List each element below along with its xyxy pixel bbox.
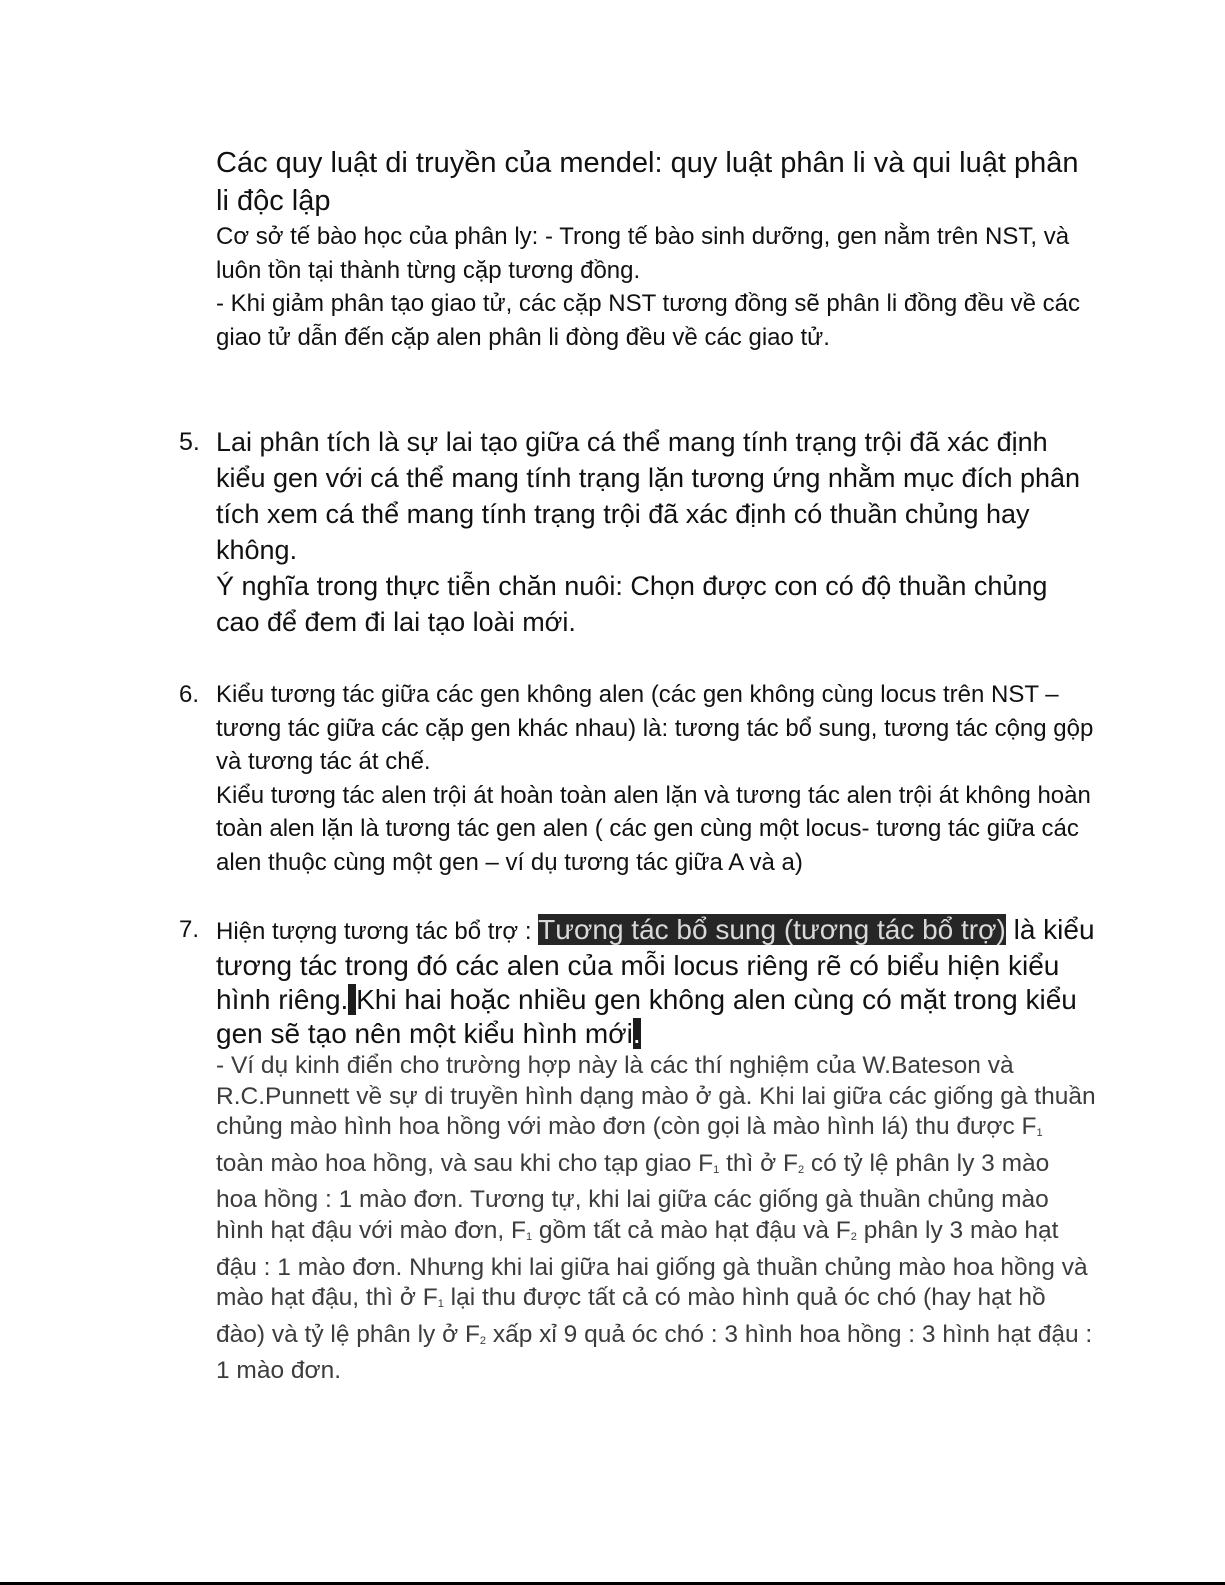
complementary-interaction-paragraph (216, 913, 1096, 1051)
non-allelic-interaction-text: Kiểu tương tác giữa các gen không alen (các gen không cùng locus trên NST – tương tác giữa các cặp gen khác nhau) là: tương tác bổ sung, tương tác cộng gộp và tương tác át chế. (216, 681, 1094, 776)
list-item-7 (179, 913, 1096, 1387)
bateson-punnett-example (216, 1051, 1096, 1387)
example-text: thì ở F (719, 1149, 798, 1177)
list-number: 6. (179, 681, 200, 708)
example-text: gồm tất cả mào hạt đậu và F (532, 1216, 851, 1244)
subscript: 2 (797, 1163, 805, 1176)
subscript: 2 (850, 1230, 857, 1243)
list-item-5 (179, 424, 1096, 640)
allelic-interaction-text: Kiểu tương tác alen trội át hoàn toàn alen lặn và tương tác alen trội át không hoàn toàn alen lặn là tương tác gen alen ( các gen cùng một locus- tương tác giữa các alen thuộc cùng một gen – ví dụ tương tác giữa A và a) (216, 781, 1091, 876)
meiosis-paragraph: - Khi giảm phân tạo giao tử, các cặp NST tương đồng sẽ phân li đồng đều về các giao tử dẫn đến cặp alen phân li đòng đều về các giao tử. (216, 290, 1080, 351)
subscript: 1 (525, 1230, 533, 1243)
heading-section (216, 144, 1096, 354)
section-title: Các quy luật di truyền của mendel: quy luật phân li và qui luật phân li độc lập (216, 147, 1079, 217)
cell-basis-paragraph: Cơ sở tế bào học của phân ly: - Trong tế bào sinh dưỡng, gen nằm trên NST, và luôn tồn tại thành từng cặp tương đồng. (216, 223, 1070, 284)
highlighted-phrase: Tương tác bổ sung (tương tác bổ trợ) (538, 914, 1006, 945)
subscript: 1 (1036, 1127, 1043, 1140)
subscript: 1 (437, 1298, 444, 1311)
example-text: - Ví dụ kinh điển cho trường hợp này là các thí nghiệm của W.Bateson và R.C.Punnett về sự di truyền hình dạng mào ở gà. Khi lai giữa các giống gà thuần chủng mào hình hoa hồng với mào đơn (còn gọi là mào hình lá) thu được F (216, 1052, 1096, 1141)
list-number: 7. (179, 916, 200, 943)
example-text: phân ly 3 mào hạt đậu : 1 mào đơn. Nhưng khi lai giữa hai giống gà thuần chủng mào hoa hồng và mào hạt đậu, thì ở F (216, 1216, 1088, 1312)
text-cursor-mark: . (632, 1018, 641, 1049)
subscript: 1 (713, 1163, 720, 1176)
example-text: có tỷ lệ phân ly 3 mào hoa hồng : 1 mào đơn. Tương tự, khi lai giữa các giống gà thuần chủng mào hình hạt đậu với mào đơn, F (216, 1149, 1050, 1244)
example-text: toàn mào hoa hồng, và sau khi cho tạp giao F (216, 1149, 714, 1177)
paragraph-text: Khi hai hoặc nhiều gen không alen cùng có mặt trong kiểu gen sẽ tạo nên một kiểu hình mới (216, 984, 1077, 1049)
paragraph-text: là kiểu tương tác trong đó các alen của mỗi locus riêng rẽ có biểu hiện kiểu hình riêng. (216, 914, 1095, 1015)
paragraph-lead: Hiện tượng tương tác bổ trợ : (216, 918, 539, 945)
example-text: xấp xỉ 9 quả óc chó : 3 hình hoa hồng : 3 hình hạt đậu : 1 mào đơn. (216, 1320, 1093, 1385)
text-cursor-mark (348, 984, 356, 1015)
practical-meaning: Ý nghĩa trong thực tiễn chăn nuôi: Chọn được con có độ thuần chủng cao để đem đi lai tạo loài mới. (216, 571, 1048, 637)
list-item-6 (179, 678, 1096, 880)
example-text: lại thu được tất cả có mào hình quả óc chó (hay hạt hồ đào) và tỷ lệ phân ly ở F (216, 1284, 1046, 1348)
subscript: 2 (479, 1334, 487, 1347)
list-number: 5. (179, 428, 200, 456)
test-cross-definition: Lai phân tích là sự lai tạo giữa cá thể mang tính trạng trội đã xác định kiểu gen với cá thể mang tính trạng lặn tương ứng nhằm mục đích phân tích xem cá thể mang tính trạng trội đã xác định có thuần chủng hay không. (216, 427, 1081, 565)
